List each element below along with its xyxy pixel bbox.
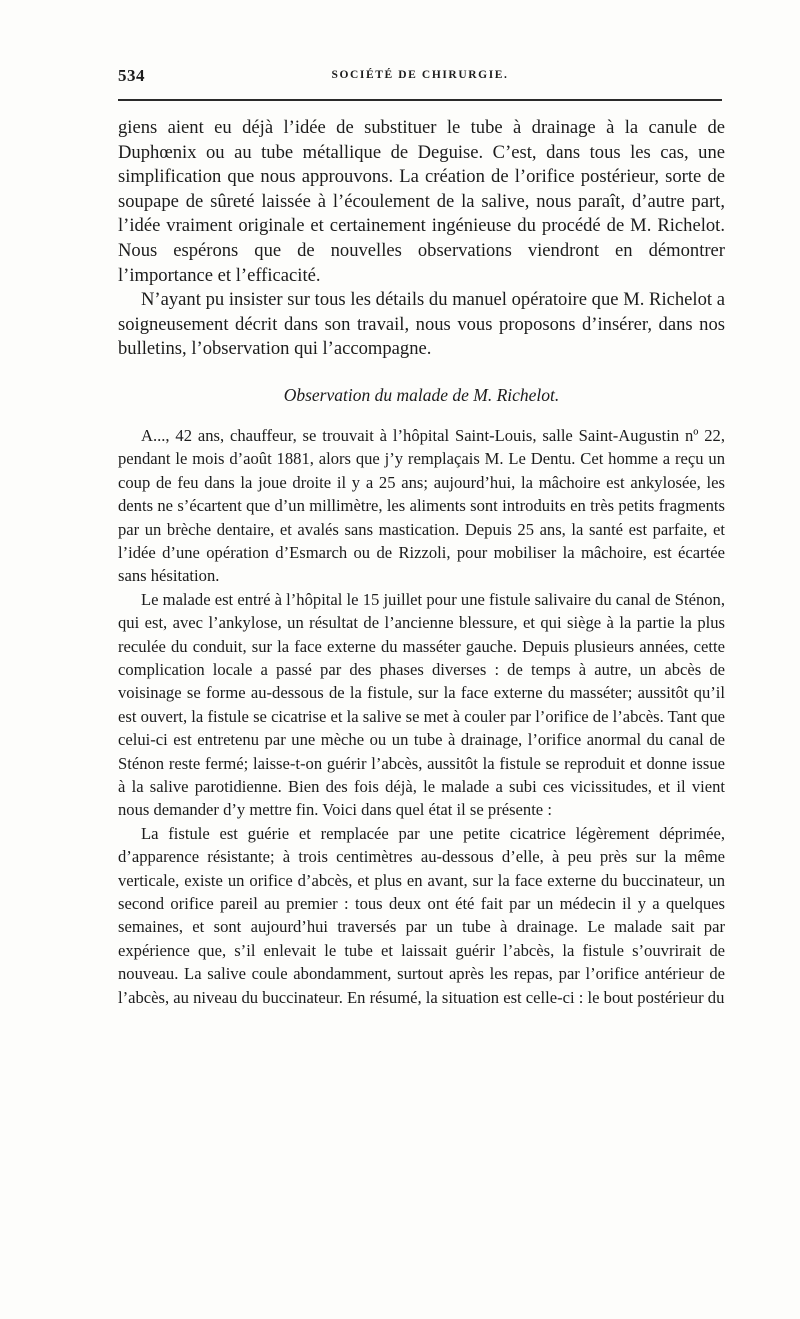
paragraph-intro-1: giens aient eu déjà l’idée de substituer le tube à drainage à la canule de Duphœnix ou au tube métallique de Deguise. C’est, dans tous les cas, une simplification que nous approuvons. La création de l’orifice postérieur, sorte de soupape de sûreté laissée à l’écoulement de la salive, nous paraît, d’autre part, l’idée vraiment originale et certainement ingénieuse du procédé de M. Richelot. Nous espérons que de nouvelles observations viendront en démontrer l’importance et l’efficacité. <box>118 117 725 286</box>
page-number: 534 <box>118 66 145 85</box>
section-title: Observation du malade de M. Richelot. <box>283 384 560 405</box>
page-header <box>118 66 722 92</box>
body-text <box>118 116 725 1009</box>
paragraph-observation-1: A..., 42 ans, chauffeur, se trouvait à l’hôpital Saint-Louis, salle Saint-Augustin nº 22, pendant le mois d’août 1881, alors que j’y remplaçais M. Le Dentu. Cet homme a reçu un coup de feu dans la joue droite il y a 25 ans; aujourd’hui, la mâchoire est ankylosée, les dents ne s’écartent que d’un millimètre, les aliments sont introduits en très petits fragments par un brèche dentaire, et avalés sans mastication. Depuis 25 ans, la santé est parfaite, et l’idée d’une opération d’Esmarch ou de Rizzoli, pour mobiliser la mâchoire, est écartée sans hésitation. <box>118 425 725 586</box>
paragraph-observation-2: Le malade est entré à l’hôpital le 15 juillet pour une fistule salivaire du canal de Sténon, qui est, avec l’ankylose, un résultat de l’ancienne blessure, et qui siège à la partie la plus reculée du conduit, sur la face externe du masséter gauche. Depuis plusieurs années, cette complication locale a passé par des phases diverses : de temps à autre, un abcès de voisinage se forme au-dessous de la fistule, sur la face externe du masséter; aussitôt qu’il est ouvert, la fistule se cicatrise et la salive se met à couler par l’orifice de l’abcès. Tant que celui-ci est entretenu par une mèche ou un tube à drainage, l’orifice anormal du canal de Sténon reste fermé; laisse-t-on guérir l’abcès, aussitôt la fistule se reproduit et donne issue à la salive parotidienne. Bien des fois déjà, le malade a subi ces vicissitudes, et il vient nous demander d’y mettre fin. Voici dans quel état il se présente : <box>118 589 725 820</box>
header-rule <box>118 99 722 101</box>
running-head: SOCIÉTÉ DE CHIRURGIE. <box>331 69 509 81</box>
paragraph-observation-3: La fistule est guérie et remplacée par une petite cicatrice légèrement déprimée, d’apparence résistante; à trois centimètres au-dessous d’elle, à peu près sur la même verticale, existe un orifice d’abcès, et plus en avant, sur la face externe du buccinateur, un second orifice pareil au premier : tous deux ont été fait par un médecin il y a quelques semaines, et sont aujourd’hui traversés par un tube à drainage. Le malade sait par expérience que, s’il enlevait le tube et laissait guérir l’abcès, la fistule s’ouvrirait de nouveau. La salive coule abondamment, surtout après les repas, par l’orifice antérieur de l’abcès, au niveau du buccinateur. En résumé, la situation est celle-ci : le bout postérieur du <box>118 823 725 1007</box>
paragraph-intro-2: N’ayant pu insister sur tous les détails du manuel opératoire que M. Richelot a soigneusement décrit dans son travail, nous vous proposons d’insérer, dans nos bulletins, l’observation qui l’accompagne. <box>118 289 725 360</box>
